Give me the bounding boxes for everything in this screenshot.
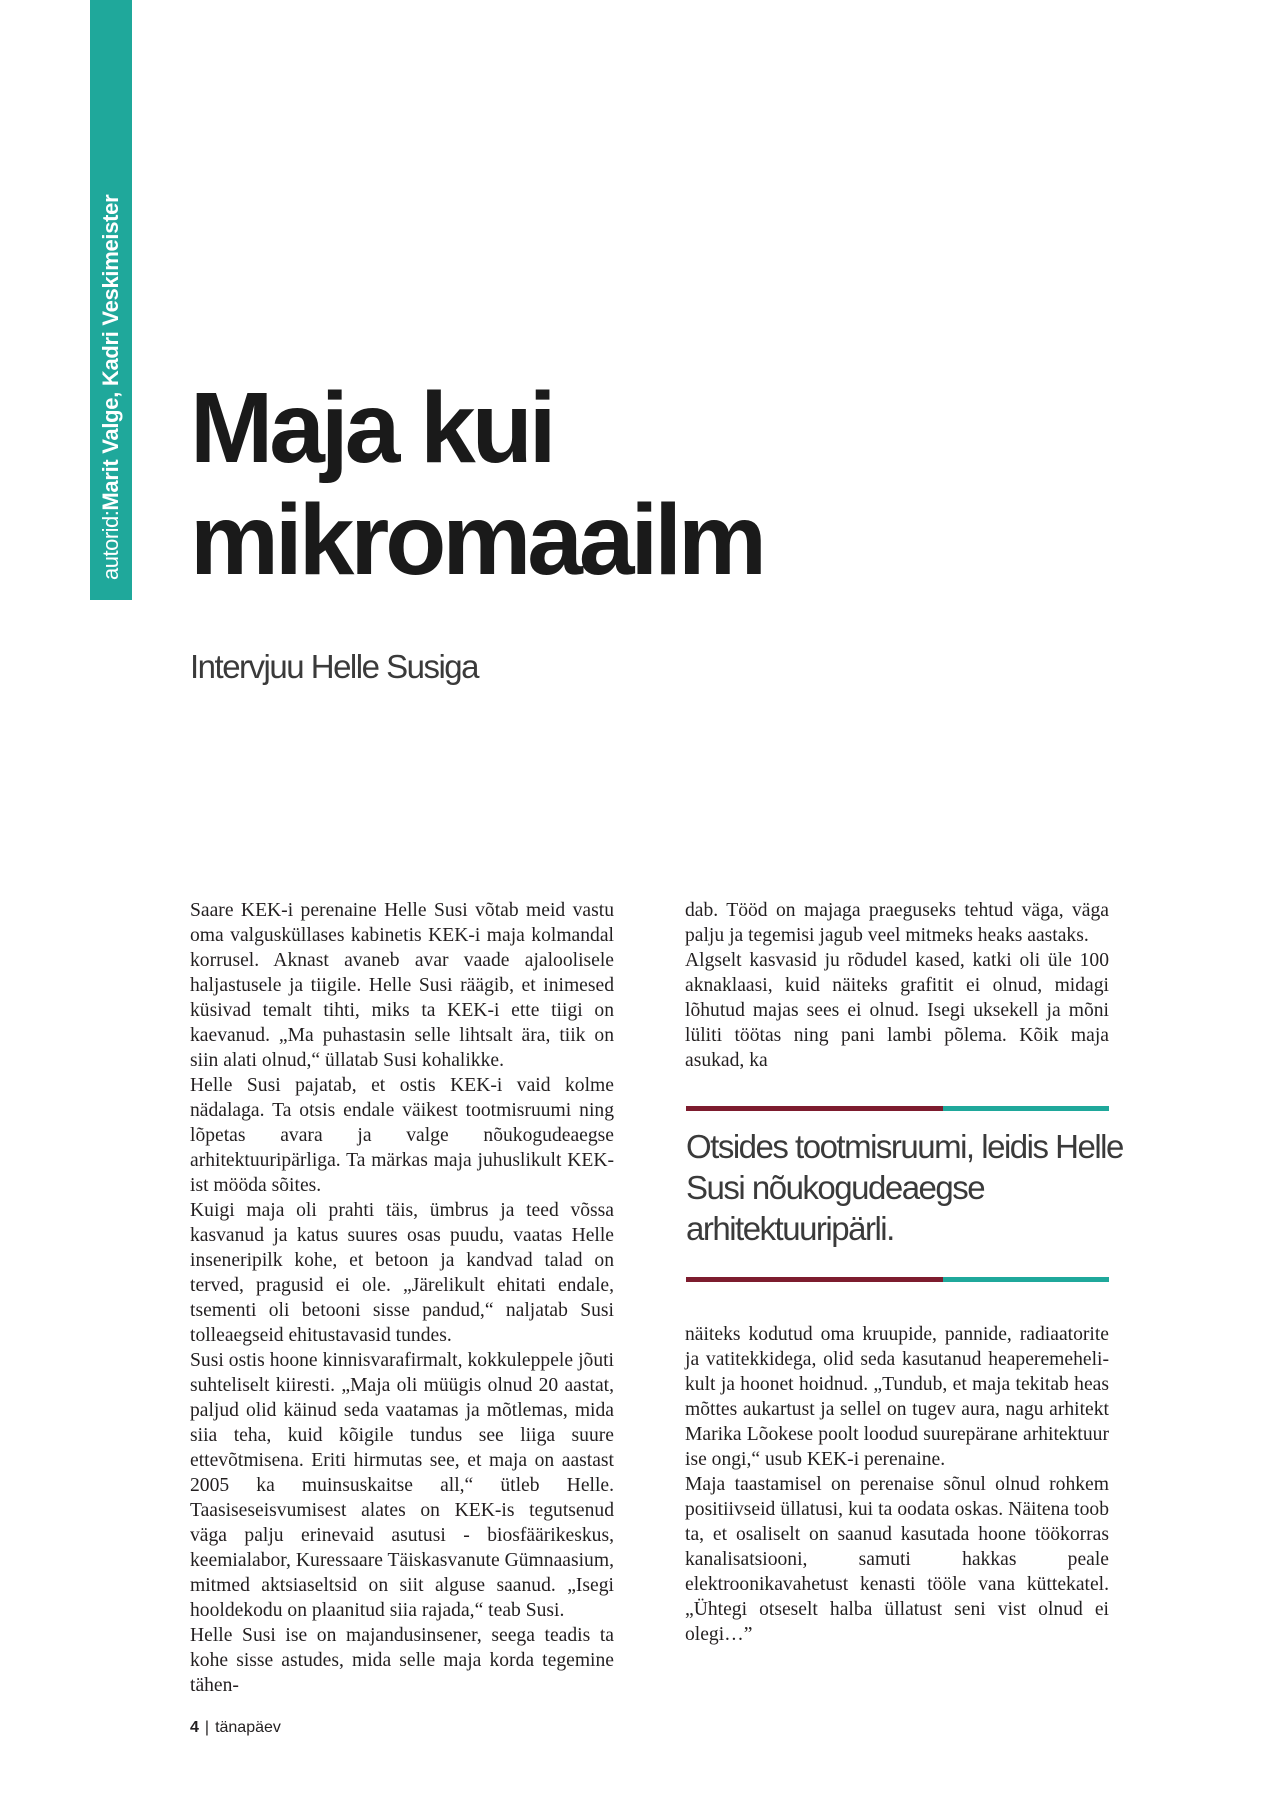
paragraph: näiteks kodutud oma kruupide, pannide, radiaatorite ja vatitekkidega, olid seda kasutanud heaperemeheli-kult ja hoonet hoidnud. „Tundub, et maja tekitab heas mõttes aukartust ja sellel on tugev aura, nagu arhitekt Marika Lõokese poolt loodud suurepärane arhitektuur ise ongi,“ usub KEK-i perenaine.	[685, 1324, 1109, 1470]
title-line-1: Maja kui	[190, 372, 553, 484]
footer-separator: |	[204, 1719, 210, 1736]
page-number: 4	[190, 1719, 199, 1736]
author-band	[90, 0, 132, 600]
title-line-2: mikromaailm	[190, 484, 763, 596]
pull-quote-rule-bottom	[686, 1277, 1109, 1282]
body-column-right-top	[685, 898, 1109, 1073]
pull-quote-rule-top	[686, 1106, 1109, 1111]
rule-segment-red	[686, 1277, 943, 1282]
author-credit	[90, 0, 132, 580]
paragraph: dab. Tööd on majaga praeguseks tehtud väga, väga palju ja tegemisi jagub veel mitmeks heaks aastaks.	[685, 900, 1109, 946]
article-subtitle: Intervjuu Helle Susiga	[190, 648, 479, 685]
paragraph: Susi ostis hoone kinnisvarafirmalt, kokkuleppele jõuti suhteliselt kiiresti. „Maja oli müügis olnud 20 aastat, paljud olid käinud seda vaatamas ja mõtlemas, mida siia teha, kuid kõigile tundus see liiga suure ettevõtmisena. Eriti hirmutas see, et maja on aastast 2005 ka muinsuskaitse all,“ ütleb Helle. Taasiseseisvumisest alates on KEK-is tegutsenud väga palju erinevaid asutusi - biosfäärikeskus, keemialabor, Kuressaare Täiskasvanute Gümnaasium, mitmed aktsiaseltsid on siit alguse saanud. „Isegi hooldekodu on plaanitud siia rajada,“ teab Susi.	[190, 1350, 614, 1621]
article-title	[190, 372, 1090, 596]
body-column-right-bottom	[685, 1322, 1109, 1647]
pull-quote: Otsides tootmisruumi, leidis Helle Susi nõukogudeaegse arhitektuuripärli.	[686, 1128, 1123, 1247]
publication-name: tänapäev	[215, 1719, 281, 1736]
author-label: autorid:	[98, 510, 123, 580]
page-footer	[190, 1719, 281, 1737]
paragraph: Algselt kasvasid ju rõdudel kased, katki oli üle 100 aknaklaasi, kuid näiteks grafitit ei olnud, midagi lõhutud majas sees ei olnud. Isegi uksekell ja mõni lüliti töötas ning pani lambi põlema. Kõik maja asukad, ka	[685, 950, 1109, 1071]
body-column-left	[190, 898, 614, 1698]
rule-segment-teal	[943, 1277, 1109, 1282]
rule-segment-teal	[943, 1106, 1109, 1111]
paragraph: Saare KEK-i perenaine Helle Susi võtab meid vastu oma valgusküllases kabinetis KEK-i maja kolmandal korrusel. Aknast avaneb avar vaade ajaloolisele haljastusele ja tiigile. Helle Susi räägib, et inimesed küsivad temalt tihti, miks ta KEK-i ette tiigi on kaevanud. „Ma puhastasin selle lihtsalt ära, tiik on siin alati olnud,“ üllatab Susi kohalikke.	[190, 900, 614, 1071]
author-names: Marit Valge, Kadri Veskimeister	[98, 194, 123, 511]
paragraph: Helle Susi pajatab, et ostis KEK-i vaid kolme nädalaga. Ta otsis endale väikest tootmisruumi ning lõpetas avara ja valge nõukogudeaegse arhitektuuripärliga. Ta märkas maja juhuslikult KEK-ist mööda sõites.	[190, 1075, 614, 1196]
paragraph: Helle Susi ise on majandusinsener, seega teadis ta kohe sisse astudes, mida selle maja korda tegemine tähen-	[190, 1625, 614, 1696]
paragraph: Kuigi maja oli prahti täis, ümbrus ja teed võssa kasvanud ja katus suures osas puudu, vaatas Helle inseneripilk kohe, et betoon ja kandvad talad on terved, pragusid ei ole. „Järelikult ehitati endale, tsementi oli betooni sisse pandud,“ naljatab Susi tolleaegseid ehitustavasid tundes.	[190, 1200, 614, 1346]
paragraph: Maja taastamisel on perenaise sõnul olnud rohkem positiivseid üllatusi, kui ta oodata oskas. Näitena toob ta, et osaliselt on saanud kasutada hoone töökorras kanalisatsiooni, samuti hakkas peale elektroonikavahetust kenasti tööle vana küttekatel. „Ühtegi otseselt halba üllatust seni vist olnud ei olegi…”	[685, 1474, 1109, 1645]
rule-segment-red	[686, 1106, 943, 1111]
